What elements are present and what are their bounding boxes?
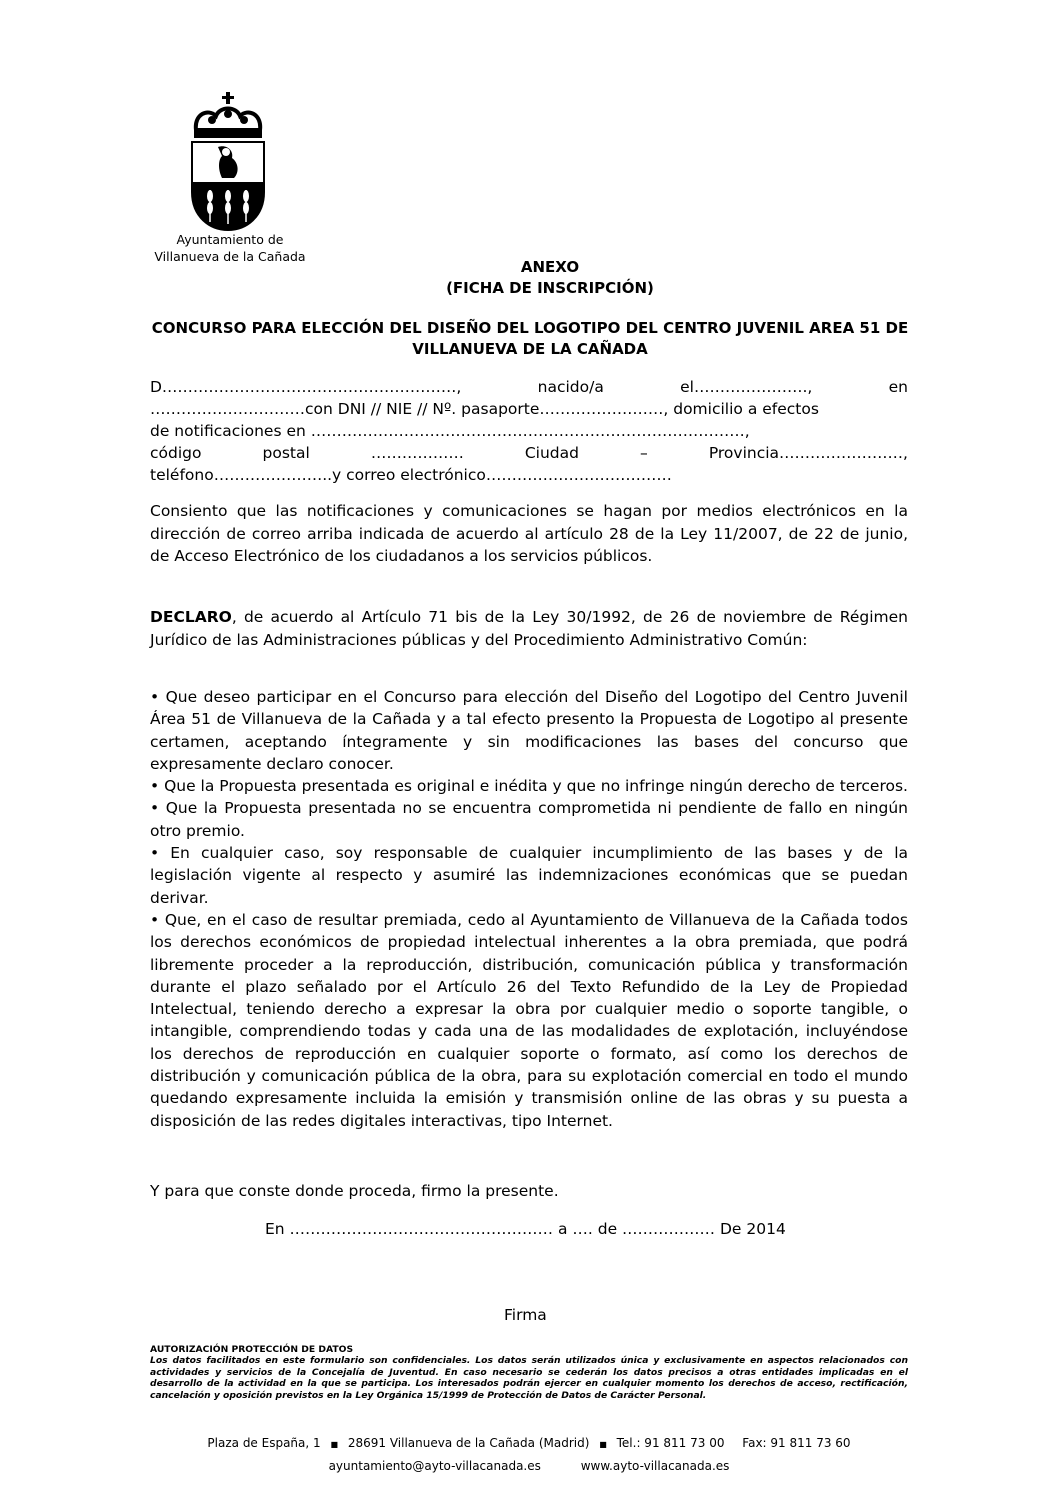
- date-line[interactable]: En …………………………………………… a …. de ……………… De 2014: [265, 1220, 786, 1238]
- applicant-form: [150, 376, 908, 486]
- form-line-contact: [150, 464, 908, 486]
- coat-of-arms-logo: [188, 92, 268, 232]
- name-field[interactable]: D…………………………………………………,: [150, 378, 462, 396]
- bullet-item: • Que la Propuesta presentada es original e inédita y que no infringe ningún derecho de terceros.: [150, 777, 908, 796]
- footer-web-link[interactable]: www.ayto-villacanada.es: [580, 1459, 730, 1473]
- id-line[interactable]: …………………………con DNI // NIE // Nº. pasaporte……………………, domicilio a efectos: [150, 400, 819, 418]
- postal-label-2: postal: [262, 444, 310, 462]
- province-field[interactable]: Provincia……………………,: [708, 444, 908, 462]
- declaro-text: , de acuerdo al Artículo 71 bis de la Ley 30/1992, de 26 de noviembre de Régimen Jurídico de las Administraciones públicas y del Procedimiento Administrativo Común:: [150, 608, 908, 649]
- signature-label: Firma: [504, 1306, 547, 1324]
- birthdate-field[interactable]: el………………….,: [680, 378, 813, 396]
- form-line-id: [150, 398, 908, 420]
- org-line-1: Ayuntamiento de: [176, 232, 284, 247]
- footer-links: [150, 1459, 908, 1473]
- bullet-item: • En cualquier caso, soy responsable de cualquier incumplimiento de las bases y de la legislación vigente al respecto y asumiré las indemnizaciones económicas que se puedan derivar.: [150, 844, 908, 907]
- declaro-label: DECLARO: [150, 608, 232, 626]
- footer-contact: [150, 1436, 908, 1450]
- city-label: Ciudad: [524, 444, 579, 462]
- bullet-item: • Que, en el caso de resultar premiada, cedo al Ayuntamiento de Villanueva de la Cañada todos los derechos económicos de propiedad intelectual inherentes a la obra premiada, que podrá libremente proceder a la reproducción, distribución, comunicación pública y transformación durante el plazo señalado por el Artículo 26 del Texto Refundido de la Ley de Propiedad Intelectual, teniendo derecho a expresar la obra por cualquier medio o soporte tangible, o intangible, comprendiendo todas y cada una de las modalidades de explotación, incluyéndose los derechos de reproducción en cualquier soporte o formato, así como los derechos de distribución y comunicación pública de la obra, para su explotación comercial en todo el mundo quedando expresamente incluida la emisión y transmisión online de las obras y su puesta a disposición de las redes digitales interactivas, tipo Internet.: [150, 910, 908, 1130]
- footer-phone: Tel.: 91 811 73 00: [616, 1436, 725, 1450]
- born-label: nacido/a: [537, 378, 604, 396]
- organization-name: [140, 231, 320, 265]
- form-line-postal: [150, 442, 908, 464]
- postal-field[interactable]: ………………: [370, 444, 464, 462]
- declaration-bullets: [150, 686, 908, 1132]
- separator-icon: ■: [599, 1440, 607, 1449]
- separator-icon: ■: [330, 1440, 339, 1449]
- footer-email-link[interactable]: ayuntamiento@ayto-villacanada.es: [328, 1459, 541, 1473]
- phone-email-line[interactable]: teléfono…………………..y correo electrónico………………………………: [150, 466, 672, 484]
- privacy-body: Los datos facilitados en este formulario son confidenciales. Los datos serán utilizados única y exclusivamente en aspectos relacionados con actividades y servicios de la Concejalía de Juventud. En caso necesario se cederán los datos precisos a otras entidades implicadas en el desarrollo de la actividad en la que se participa. Los interesados podrán ejercer en cualquier momento los derechos de acceso, rectificación, cancelación y oposición previstos en la Ley Orgánica 15/1999 de Protección de Datos de Carácter Personal.: [150, 1355, 908, 1401]
- in-label: en: [888, 378, 908, 396]
- footer-address: Plaza de España, 1: [207, 1436, 321, 1450]
- closing-line: Y para que conste donde proceda, firmo la presente.: [150, 1182, 559, 1200]
- bullet-item: • Que deseo participar en el Concurso para elección del Diseño del Logotipo del Centro Juvenil Área 51 de Villanueva de la Cañada y a tal efecto presento la Propuesta de Logotipo al presente certamen, aceptando íntegramente y sin modificaciones las bases del concurso que expresamente declaro conocer.: [150, 688, 908, 773]
- footer-fax: Fax: 91 811 73 60: [742, 1436, 851, 1450]
- ficha-subtitle: (FICHA DE INSCRIPCIÓN): [446, 279, 654, 297]
- contest-title: CONCURSO PARA ELECCIÓN DEL DISEÑO DEL LOGOTIPO DEL CENTRO JUVENIL AREA 51 DE VILLANUEVA DE LA CAÑADA: [151, 319, 909, 358]
- dash: –: [640, 444, 648, 462]
- data-protection-notice: [150, 1344, 908, 1401]
- footer-city: 28691 Villanueva de la Cañada (Madrid): [347, 1436, 590, 1450]
- privacy-title: AUTORIZACIÓN PROTECCIÓN DE DATOS: [150, 1344, 354, 1355]
- postal-label: código: [150, 444, 202, 462]
- bullet-item: • Que la Propuesta presentada no se encuentra comprometida ni pendiente de fallo en ningún otro premio.: [150, 799, 908, 840]
- address-line[interactable]: de notificaciones en …………………………………………………………………………,: [150, 422, 750, 440]
- consent-paragraph: Consiento que las notificaciones y comunicaciones se hagan por medios electrónicos en la dirección de correo arriba indicada de acuerdo al artículo 28 de la Ley 11/2007, de 22 de junio, de Acceso Electrónico de los ciudadanos a los servicios públicos.: [150, 502, 908, 565]
- declaration-paragraph: [150, 606, 908, 651]
- anexo-title: ANEXO: [520, 258, 580, 276]
- org-line-2: Villanueva de la Cañada: [154, 249, 306, 264]
- form-line-address: [150, 420, 908, 442]
- form-line-name: [150, 376, 908, 398]
